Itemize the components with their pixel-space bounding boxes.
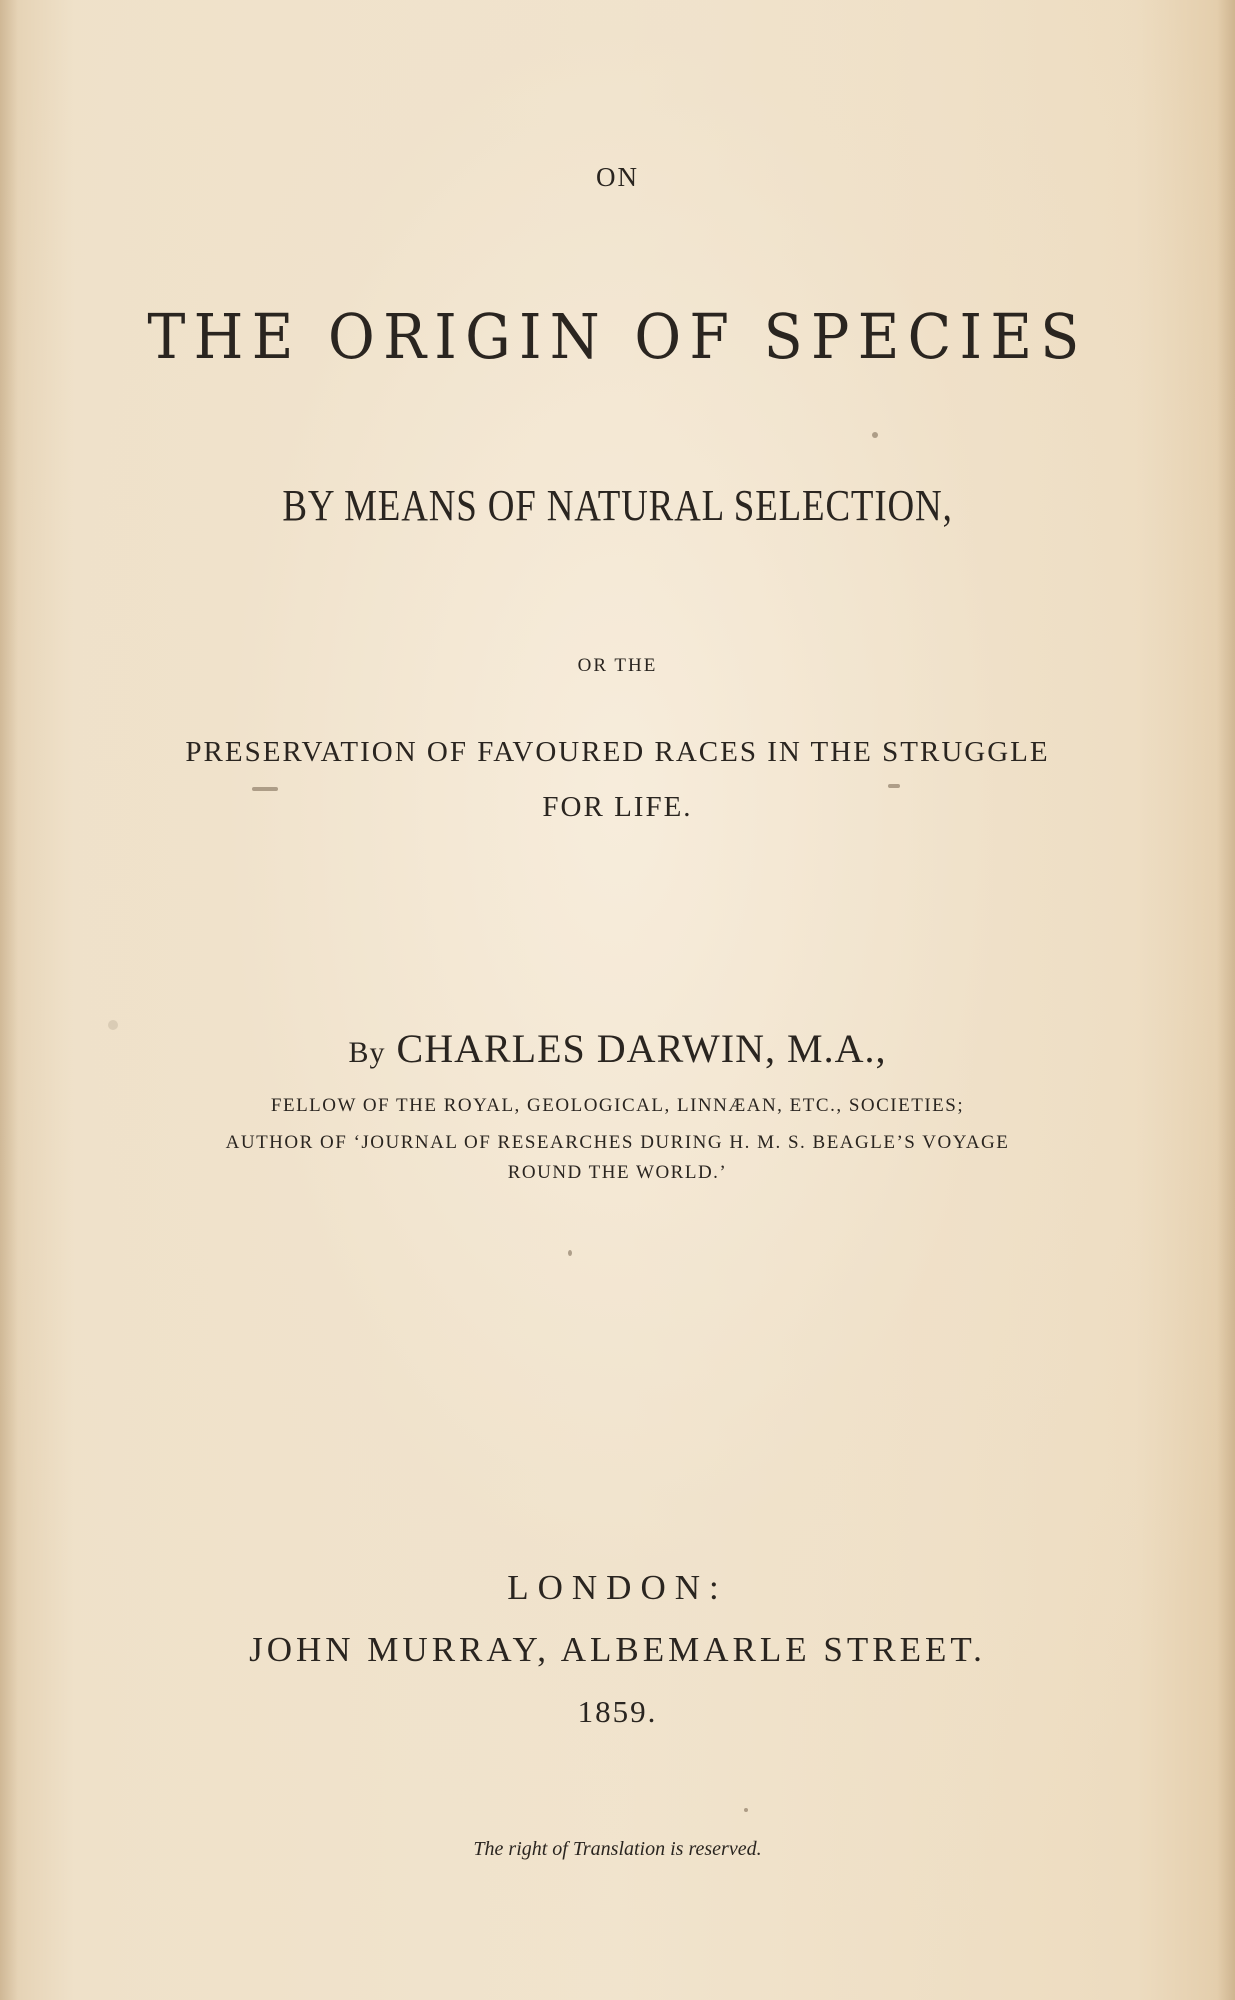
paper-speck — [568, 1250, 572, 1256]
rights-notice: The right of Translation is reserved. — [473, 1838, 762, 1860]
publisher: JOHN MURRAY, ALBEMARLE STREET. — [249, 1630, 986, 1669]
paper-speck — [108, 1020, 118, 1030]
author-name: CHARLES DARWIN, M.A., — [396, 1026, 887, 1071]
paper-speck — [252, 787, 278, 791]
publication-city: LONDON: — [507, 1568, 728, 1607]
publication-year: 1859. — [577, 1694, 658, 1729]
credentials-line-1: FELLOW OF THE ROYAL, GEOLOGICAL, LINNÆAN, ETC., SOCIETIES; — [270, 1095, 965, 1116]
author-by: By — [348, 1036, 386, 1069]
book-title: THE ORIGIN OF SPECIES — [147, 300, 1088, 373]
book-subtitle: BY MEANS OF NATURAL SELECTION, — [282, 481, 953, 530]
author-line — [0, 1025, 1235, 1072]
paper-speck — [872, 432, 878, 438]
paper-speck — [744, 1808, 748, 1812]
paper-speck — [888, 784, 900, 788]
or-the-connector: OR THE — [577, 655, 658, 676]
on-heading: ON — [596, 162, 639, 192]
alternate-title-line-1: PRESERVATION OF FAVOURED RACES IN THE STRUGGLE — [185, 736, 1050, 768]
credentials-line-2: AUTHOR OF ‘JOURNAL OF RESEARCHES DURING H. M. S. BEAGLE’S VOYAGE — [225, 1132, 1010, 1153]
credentials-line-3: ROUND THE WORLD.’ — [507, 1162, 728, 1183]
alternate-title-line-2: FOR LIFE. — [542, 791, 693, 823]
